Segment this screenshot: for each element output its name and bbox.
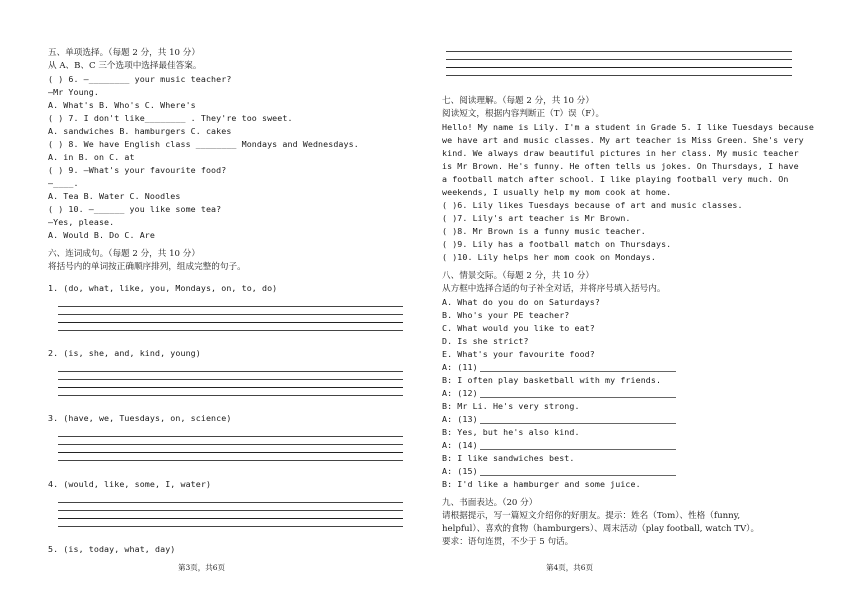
blank-12[interactable] xyxy=(480,397,676,398)
answer-line[interactable] xyxy=(58,322,403,323)
dialogue-a-12: A: (12) xyxy=(442,388,478,398)
question-10-answer: —Yes, please. xyxy=(48,217,115,227)
answer-line[interactable] xyxy=(446,51,792,52)
option-e: E. What's your favourite food? xyxy=(442,349,595,359)
answer-line[interactable] xyxy=(58,502,403,503)
answer-line[interactable] xyxy=(58,510,403,511)
blank-13[interactable] xyxy=(480,423,676,424)
section6-instructions: 将括号内的单词按正确顺序排列，组成完整的句子。 xyxy=(48,262,246,272)
answer-line[interactable] xyxy=(446,75,792,76)
word-order-4: 4. (would, like, some, I, water) xyxy=(48,479,212,489)
passage-line: a football match after school. I like playing football very much. On xyxy=(442,174,789,184)
answer-line[interactable] xyxy=(58,452,403,453)
answer-line[interactable] xyxy=(58,330,403,331)
answer-line[interactable] xyxy=(58,460,403,461)
true-false-9: ( )9. Lily has a football match on Thursdays. xyxy=(442,239,672,249)
passage-line: weekends, I usually help my mom cook at home. xyxy=(442,187,672,197)
section5-title: 五、单项选择。（每题 2 分，共 10 分） xyxy=(48,48,200,58)
option-c: C. What would you like to eat? xyxy=(442,323,595,333)
blank-11[interactable] xyxy=(480,371,676,372)
answer-line[interactable] xyxy=(58,395,403,396)
section8-title: 八、情景交际。（每题 2 分，共 10 分） xyxy=(442,271,594,281)
question-9: ( ) 9. —What's your favourite food? xyxy=(48,165,227,175)
dialogue-b: B: I'd like a hamburger and some juice. xyxy=(442,479,641,489)
question-8: ( ) 8. We have English class ________ Mondays and Wednesdays. xyxy=(48,139,359,149)
question-10-options: A. Would B. Do C. Are xyxy=(48,230,155,240)
question-9-options: A. Tea B. Water C. Noodles xyxy=(48,191,181,201)
question-7: ( ) 7. I don't like________ . They're too sweet. xyxy=(48,113,293,123)
answer-line[interactable] xyxy=(58,436,403,437)
answer-line[interactable] xyxy=(58,306,403,307)
passage-line: Hello! My name is Lily. I'm a student in Grade 5. I like Tuesdays because xyxy=(442,122,814,132)
dialogue-b: B: Yes, but he's also kind. xyxy=(442,427,580,437)
section9-title: 九、书面表达。（20 分） xyxy=(442,498,538,508)
question-6: ( ) 6. —________ your music teacher? xyxy=(48,74,232,84)
true-false-8: ( )8. Mr Brown is a funny music teacher. xyxy=(442,226,646,236)
section9-requirement: 要求：语句连贯，不少于 5 句话。 xyxy=(442,537,574,547)
answer-line[interactable] xyxy=(58,444,403,445)
question-10: ( ) 10. —______ you like some tea? xyxy=(48,204,222,214)
dialogue-b: B: Mr Li. He's very strong. xyxy=(442,401,580,411)
question-9-answer: —____. xyxy=(48,178,79,188)
answer-line[interactable] xyxy=(58,379,403,380)
answer-line[interactable] xyxy=(58,371,403,372)
dialogue-a-11: A: (11) xyxy=(442,362,478,372)
page-number: 第4页，共6页 xyxy=(546,563,594,572)
dialogue-a-15: A: (15) xyxy=(442,466,478,476)
question-6-answer: —Mr Young. xyxy=(48,87,99,97)
word-order-1: 1. (do, what, like, you, Mondays, on, to, do) xyxy=(48,283,278,293)
section9-prompt-line: helpful）、喜欢的食物（hamburgers）、周末活动（play football, watch TV）。 xyxy=(442,524,760,534)
blank-14[interactable] xyxy=(480,449,676,450)
dialogue-b: B: I like sandwiches best. xyxy=(442,453,575,463)
true-false-10: ( )10. Lily helps her mom cook on Mondays. xyxy=(442,252,656,262)
answer-line[interactable] xyxy=(58,314,403,315)
passage-line: kind. We always draw beautiful pictures in her class. My music teacher xyxy=(442,148,799,158)
question-8-options: A. in B. on C. at xyxy=(48,152,135,162)
section9-prompt-line: 请根据提示，写一篇短文介绍你的好朋友。提示：姓名（Tom）、性格（funny, xyxy=(442,511,741,521)
option-b: B. Who's your PE teacher? xyxy=(442,310,570,320)
word-order-5: 5. (is, today, what, day) xyxy=(48,544,176,554)
answer-line[interactable] xyxy=(58,518,403,519)
blank-15[interactable] xyxy=(480,475,676,476)
word-order-2: 2. (is, she, and, kind, young) xyxy=(48,348,201,358)
answer-line[interactable] xyxy=(446,67,792,68)
option-a: A. What do you do on Saturdays? xyxy=(442,297,600,307)
section6-title: 六、连词成句。（每题 2 分，共 10 分） xyxy=(48,249,200,259)
passage-line: we have art and music classes. My art teacher is Miss Green. She's very xyxy=(442,135,804,145)
section8-instructions: 从方框中选择合适的句子补全对话，并将序号填入括号内。 xyxy=(442,284,666,294)
page-number: 第3页，共6页 xyxy=(178,563,226,572)
section7-instructions: 阅读短文，根据内容判断正（T）误（F）。 xyxy=(442,109,605,119)
option-d: D. Is she strict? xyxy=(442,336,529,346)
answer-line[interactable] xyxy=(58,526,403,527)
section5-instructions: 从 A、B、C 三个选项中选择最佳答案。 xyxy=(48,61,202,71)
true-false-6: ( )6. Lily likes Tuesdays because of art and music classes. xyxy=(442,200,743,210)
dialogue-b: B: I often play basketball with my friends. xyxy=(442,375,662,385)
dialogue-a-14: A: (14) xyxy=(442,440,478,450)
question-6-options: A. What's B. Who's C. Where's xyxy=(48,100,196,110)
question-7-options: A. sandwiches B. hamburgers C. cakes xyxy=(48,126,232,136)
answer-line[interactable] xyxy=(446,59,792,60)
word-order-3: 3. (have, we, Tuesdays, on, science) xyxy=(48,413,232,423)
dialogue-a-13: A: (13) xyxy=(442,414,478,424)
section7-title: 七、阅读理解。（每题 2 分，共 10 分） xyxy=(442,96,594,106)
passage-line: is Mr Brown. He's funny. He often tells us jokes. On Thursdays, I have xyxy=(442,161,799,171)
answer-line[interactable] xyxy=(58,387,403,388)
true-false-7: ( )7. Lily's art teacher is Mr Brown. xyxy=(442,213,631,223)
